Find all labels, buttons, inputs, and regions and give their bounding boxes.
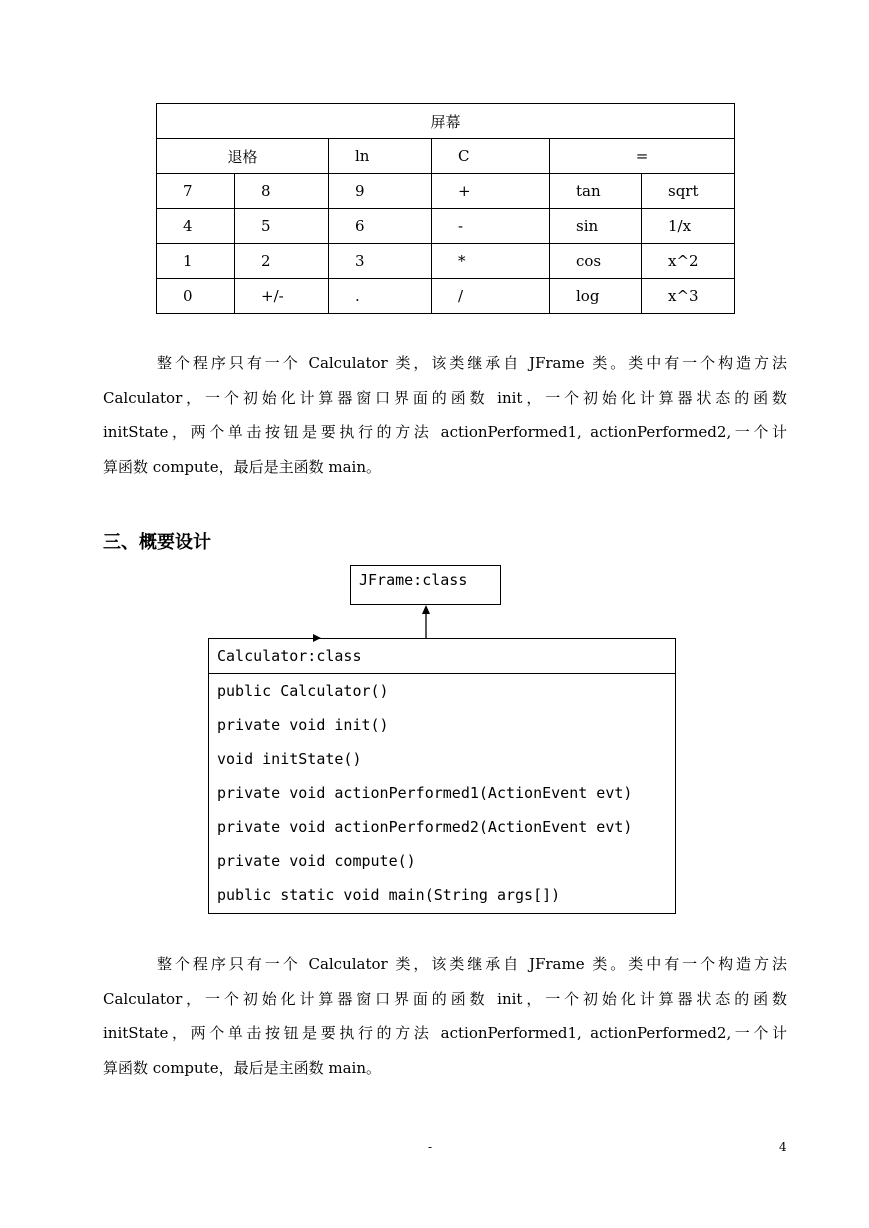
table-cell: 3: [329, 244, 432, 279]
method-entry: public Calculator(): [217, 682, 389, 700]
method-entry: void initState(): [217, 750, 362, 768]
method-entry: private void actionPerformed1(ActionEvent evt): [217, 784, 633, 802]
table-cell: x^2: [642, 244, 735, 279]
table-cell: cos: [550, 244, 642, 279]
description-paragraph-2: [103, 947, 787, 1085]
paragraph-line: initState，两个单击按钮是要执行的方法 actionPerformed1, actionPerformed2,一个计: [103, 423, 787, 441]
calculator-layout-table: [156, 103, 735, 314]
paragraph-line: 整个程序只有一个 Calculator 类，该类继承自 JFrame 类。类中有一个构造方法: [157, 354, 787, 372]
method-entry: private void compute(): [217, 852, 416, 870]
paragraph-line: 算函数 compute，最后是主函数 main。: [103, 1058, 381, 1077]
method-entry: private void actionPerformed2(ActionEvent evt): [217, 818, 633, 836]
class-name-label: Calculator:class: [217, 647, 362, 665]
footer-dash: -: [428, 1140, 433, 1154]
table-row: [157, 279, 735, 314]
table-cell: +: [432, 174, 550, 209]
table-row: [157, 174, 735, 209]
table-cell: tan: [550, 174, 642, 209]
table-cell: sin: [550, 209, 642, 244]
method-entry: private void init(): [217, 716, 389, 734]
table-cell: /: [432, 279, 550, 314]
table-cell: .: [329, 279, 432, 314]
method-compartment: [209, 674, 675, 912]
table-cell: +/-: [235, 279, 329, 314]
paragraph-line: 整个程序只有一个 Calculator 类，该类继承自 JFrame 类。类中有一个构造方法: [157, 955, 787, 973]
table-cell: 退格: [157, 139, 329, 174]
section-heading: 三、概要设计: [103, 532, 211, 553]
paragraph-line: Calculator，一个初始化计算器窗口界面的函数 init，一个初始化计算器状态的函数: [103, 989, 787, 1008]
table-row: [157, 244, 735, 279]
table-cell: =: [550, 139, 735, 174]
table-cell: *: [432, 244, 550, 279]
calculator-class-box: [208, 638, 676, 914]
paragraph-line: Calculator，一个初始化计算器窗口界面的函数 init，一个初始化计算器状态的函数: [103, 388, 787, 407]
method-entry: public static void main(String args[]): [217, 886, 561, 904]
parent-class-box: [350, 565, 501, 605]
table-cell: 6: [329, 209, 432, 244]
description-paragraph-1: [103, 346, 787, 484]
table-cell: ln: [329, 139, 432, 174]
table-cell: 7: [157, 174, 235, 209]
table-cell: 9: [329, 174, 432, 209]
table-cell: x^3: [642, 279, 735, 314]
table-cell: 1/x: [642, 209, 735, 244]
parent-class-label: JFrame:class: [359, 571, 468, 589]
table-cell: 8: [235, 174, 329, 209]
table-cell: sqrt: [642, 174, 735, 209]
table-cell: -: [432, 209, 550, 244]
table-cell: 屏幕: [157, 104, 735, 139]
paragraph-line: initState，两个单击按钮是要执行的方法 actionPerformed1, actionPerformed2,一个计: [103, 1024, 787, 1042]
table-cell: log: [550, 279, 642, 314]
table-row: [157, 139, 735, 174]
class-name-compartment: [209, 639, 675, 674]
page-number: 4: [779, 1140, 787, 1154]
paragraph-line: 算函数 compute，最后是主函数 main。: [103, 457, 381, 476]
table-row: [157, 209, 735, 244]
table-cell: 4: [157, 209, 235, 244]
table-cell: 1: [157, 244, 235, 279]
table-cell: C: [432, 139, 550, 174]
table-row: [157, 104, 735, 139]
table-cell: 0: [157, 279, 235, 314]
table-cell: 2: [235, 244, 329, 279]
inheritance-arrowhead: [422, 605, 430, 614]
table-cell: 5: [235, 209, 329, 244]
